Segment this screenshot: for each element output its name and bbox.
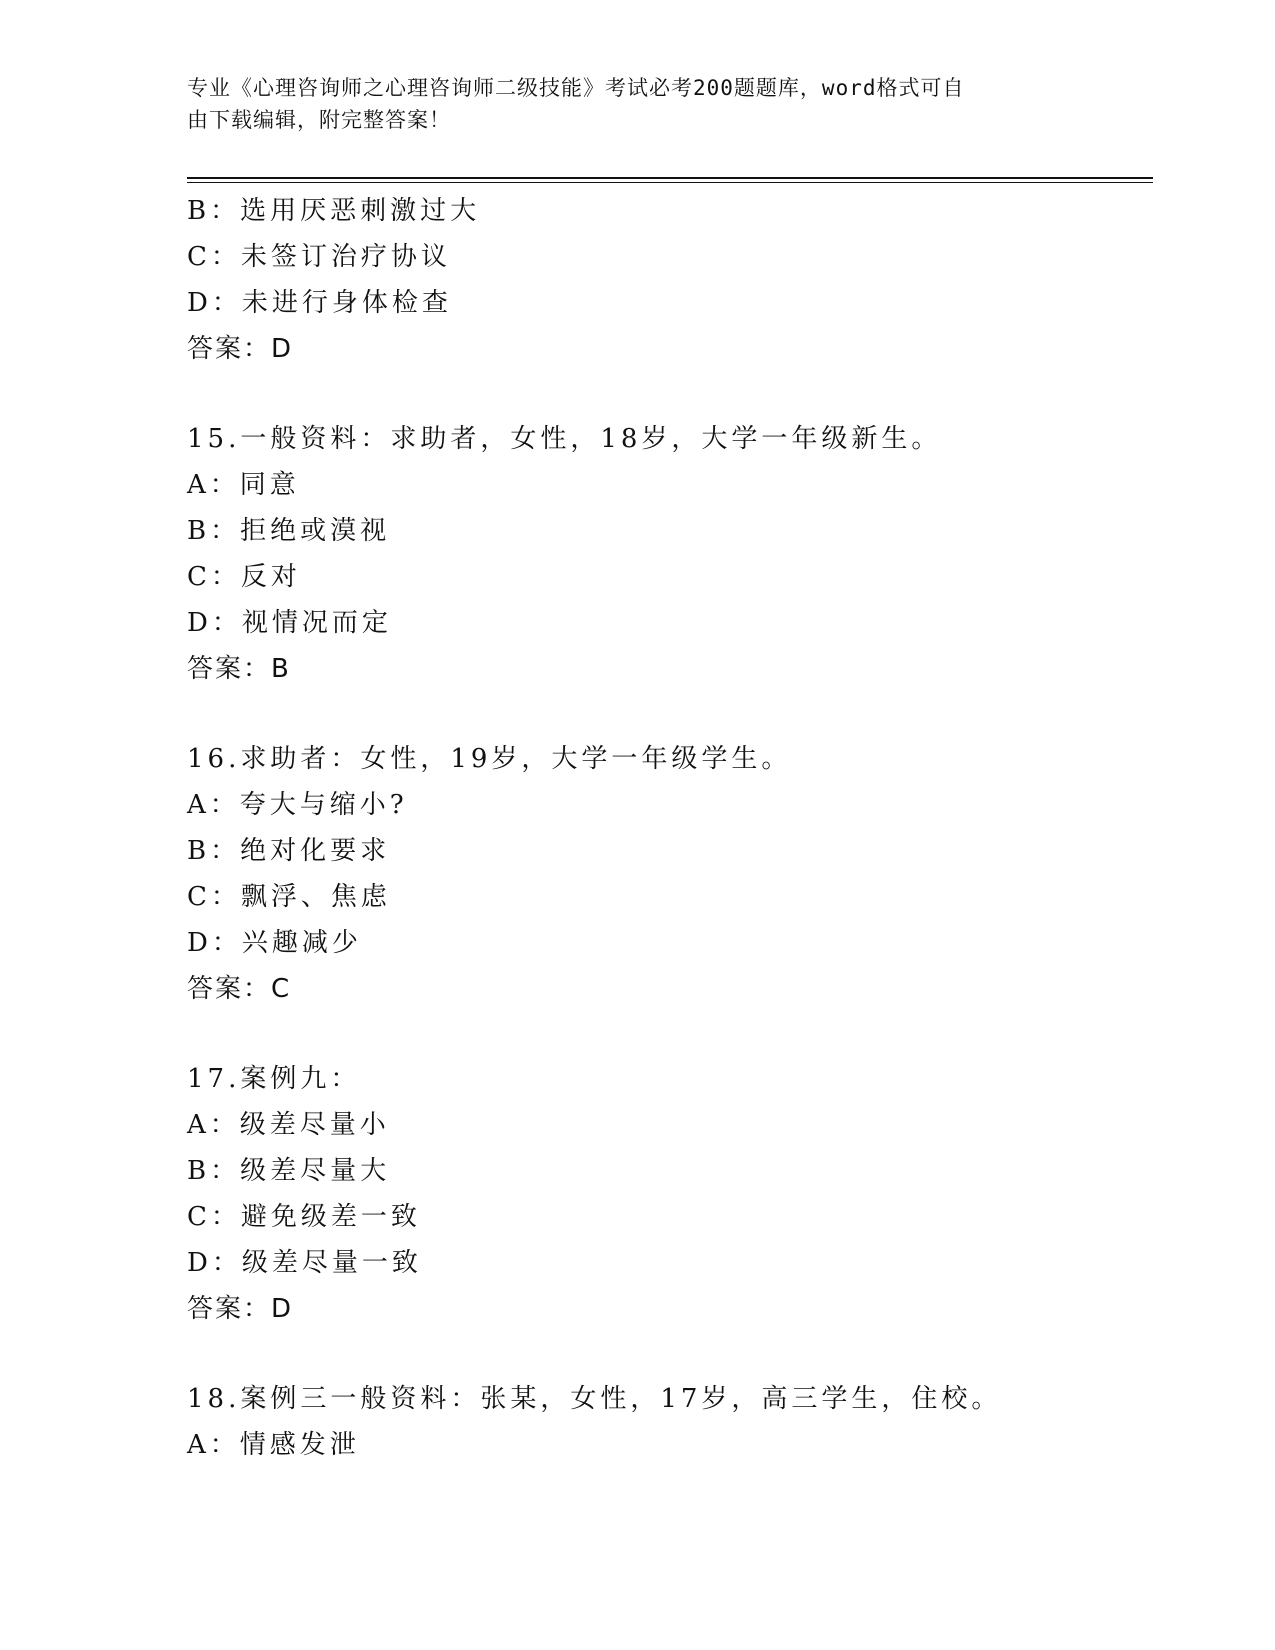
question-stem: 17.案例九： xyxy=(187,1064,361,1094)
answer-line: 答案：B xyxy=(187,654,291,684)
answer-line: 答案：D xyxy=(187,1294,294,1324)
option-c: C：避免级差一致 xyxy=(187,1202,421,1232)
option-b: B：级差尽量大 xyxy=(187,1156,391,1186)
option-b: B：绝对化要求 xyxy=(187,836,391,866)
option-d: D：级差尽量一致 xyxy=(187,1248,422,1278)
option-c: C：未签订治疗协议 xyxy=(187,242,451,272)
header-divider-thick xyxy=(187,177,1153,179)
header-line-1: 专业《心理咨询师之心理咨询师二级技能》考试必考200题题库，word格式可自 xyxy=(187,76,965,100)
answer-line: 答案：C xyxy=(187,974,292,1004)
question-stem: 18.案例三一般资料：张某，女性，17岁，高三学生，住校。 xyxy=(187,1384,1002,1414)
option-c: C：飘浮、焦虑 xyxy=(187,882,391,912)
option-a: A：级差尽量小 xyxy=(187,1110,390,1140)
question-list xyxy=(187,188,1153,1468)
question-block-14 xyxy=(187,188,1153,372)
question-stem: 16.求助者：女性，19岁，大学一年级学生。 xyxy=(187,744,792,774)
option-a: A：同意 xyxy=(187,470,300,500)
option-b: B：选用厌恶刺激过大 xyxy=(187,196,481,226)
option-d: D：兴趣减少 xyxy=(187,928,362,958)
header-line-2: 由下载编辑，附完整答案！ xyxy=(187,108,451,132)
question-block-16 xyxy=(187,736,1153,1012)
option-c: C：反对 xyxy=(187,562,301,592)
option-a: A：夸大与缩小? xyxy=(187,790,408,820)
question-stem: 15.一般资料：求助者，女性，18岁，大学一年级新生。 xyxy=(187,424,942,454)
header-divider-thin xyxy=(187,182,1153,183)
question-block-15 xyxy=(187,416,1153,692)
option-a: A：情感发泄 xyxy=(187,1430,360,1460)
document-header xyxy=(187,72,1067,136)
question-block-18 xyxy=(187,1376,1153,1468)
option-d: D：未进行身体检查 xyxy=(187,288,452,318)
option-b: B：拒绝或漠视 xyxy=(187,516,391,546)
question-block-17 xyxy=(187,1056,1153,1332)
answer-line: 答案：D xyxy=(187,334,294,364)
option-d: D：视情况而定 xyxy=(187,608,392,638)
